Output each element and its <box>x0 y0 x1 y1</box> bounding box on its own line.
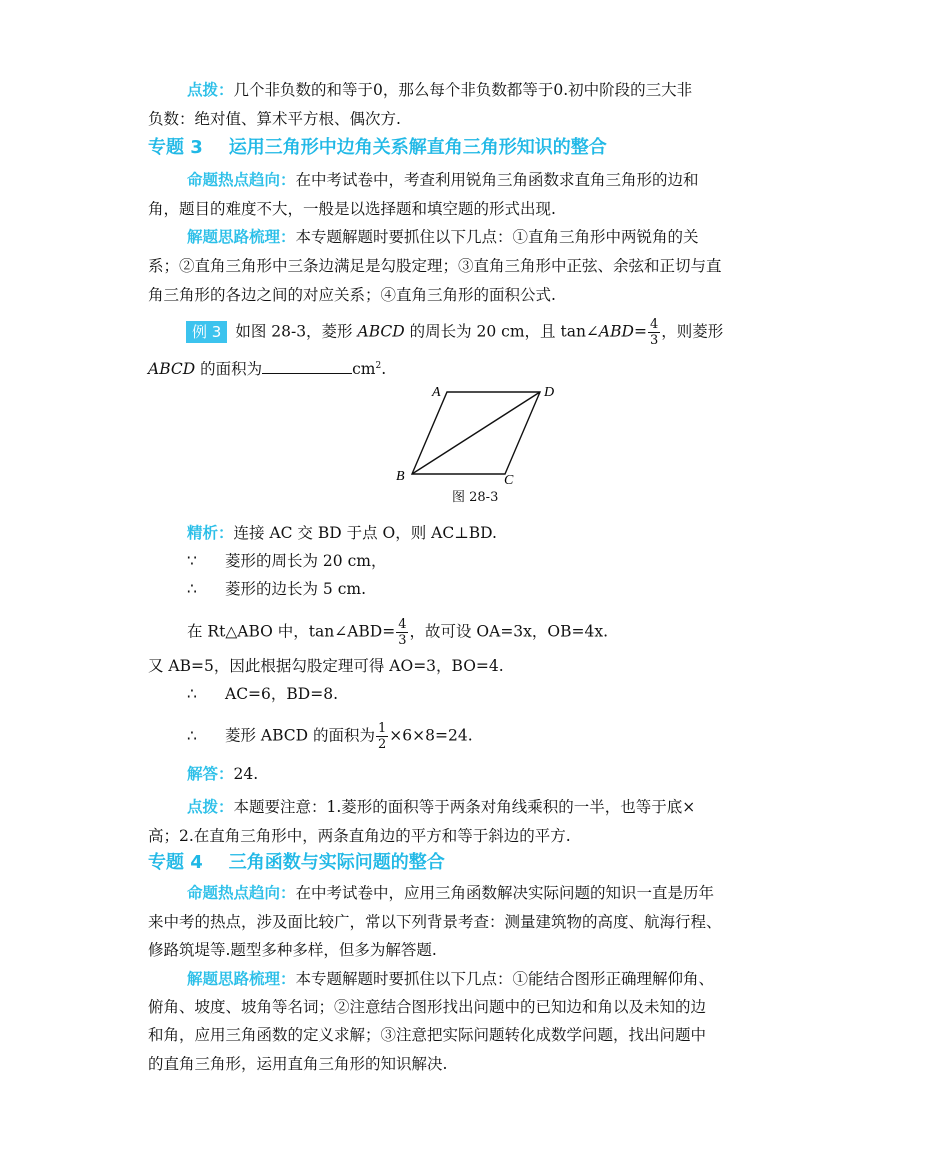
again-text: 又 AB=5，因此根据勾股定理可得 AO=3，BO=4. <box>148 657 504 675</box>
trend-line-2 <box>148 199 556 219</box>
tip2-line-2 <box>148 826 571 846</box>
vertex-d-label: D <box>544 385 555 400</box>
example-line-2 <box>148 356 386 379</box>
vertex-b-label: B <box>396 469 405 484</box>
idea2-line-2 <box>148 997 706 1017</box>
tip-label: 点拨： <box>187 81 234 99</box>
again-line <box>148 656 504 676</box>
example-var: ABCD <box>357 322 405 341</box>
idea2-line-3 <box>148 1025 706 1045</box>
analysis-label: 精析： <box>187 524 234 542</box>
example-text: 的周长为 20 cm，且 tan∠ <box>404 322 599 341</box>
therefore-text: 菱形的边长为 5 cm. <box>225 580 367 598</box>
tip2-line-1 <box>187 797 695 817</box>
example-text: ，则菱形 <box>661 322 724 341</box>
example-text: 如图 28-3，菱形 <box>235 322 358 341</box>
tip-label: 点拨： <box>187 798 234 816</box>
fraction-denominator: 3 <box>649 333 659 348</box>
idea-label: 解题思路梳理： <box>187 970 296 988</box>
analysis-text: 连接 AC 交 BD 于点 O，则 AC⊥BD. <box>233 524 497 542</box>
trend-line-1 <box>187 170 699 190</box>
fraction-denominator: 2 <box>378 737 387 752</box>
therefore-line-1 <box>187 579 366 599</box>
because-symbol: ∵ <box>187 552 197 570</box>
trend-label: 命题热点趋向： <box>187 171 296 189</box>
example-badge: 例 3 <box>186 321 227 343</box>
idea-line-1 <box>187 227 699 247</box>
rt-text: ，故可设 OA=3x，OB=4x. <box>409 622 609 641</box>
idea-line-3 <box>148 285 556 305</box>
trend2-line-1 <box>187 883 714 903</box>
trend-text-cont: 角，题目的难度不大，一般是以选择题和填空题的形式出现. <box>148 200 556 218</box>
idea-text-cont: 的直角三角形，运用直角三角形的知识解决. <box>148 1055 448 1073</box>
therefore-line-2 <box>187 684 338 704</box>
example-text: . <box>381 360 387 379</box>
because-text: 菱形的周长为 20 cm， <box>225 552 387 570</box>
example-text: 的面积为 <box>195 360 263 379</box>
section-title: 三角函数与实际问题的整合 <box>228 852 445 873</box>
tip-line-1 <box>187 80 692 100</box>
tip-text-cont: 负数：绝对值、算术平方根、偶次方. <box>148 110 401 128</box>
area-line <box>187 721 473 752</box>
example-text: = <box>633 322 647 341</box>
trend2-line-2 <box>148 912 722 932</box>
tip-text: 几个非负数的和等于0，那么每个非负数都等于0.初中阶段的三大非 <box>233 81 693 99</box>
tip-line-2 <box>148 109 401 129</box>
answer-blank[interactable] <box>262 359 352 374</box>
tip-text: 本题要注意：1.菱形的面积等于两条对角线乘积的一半，也等于底× <box>233 798 696 816</box>
vertex-a-label: A <box>432 385 441 400</box>
example-var: ABD <box>598 322 634 341</box>
idea-line-2 <box>148 256 722 276</box>
idea-text-cont: 系；②直角三角形中三条边满足是勾股定理；③直角三角形中正弦、余弦和正切与直 <box>148 257 722 275</box>
analysis-line <box>187 523 497 543</box>
therefore-symbol: ∴ <box>187 726 197 745</box>
idea2-line-4 <box>148 1054 447 1074</box>
rt-line <box>187 617 608 648</box>
example-var: ABCD <box>148 360 196 379</box>
idea-text-cont: 俯角、坡度、坡角等名词；②注意结合图形找出问题中的已知边和角以及未知的边 <box>148 998 707 1016</box>
trend-text: 在中考试卷中，应用三角函数解决实际问题的知识一直是历年 <box>295 884 715 902</box>
because-line <box>187 551 386 571</box>
section-number: 专题 3 <box>148 137 203 158</box>
trend-text-cont: 修路筑堤等.题型多种多样，但多为解答题. <box>148 941 437 959</box>
therefore-text: AC=6，BD=8. <box>225 685 338 703</box>
section-heading-4 <box>148 852 445 874</box>
answer-text: 24. <box>233 765 259 783</box>
area-text: ×6×8=24. <box>389 726 473 745</box>
idea-label: 解题思路梳理： <box>187 228 296 246</box>
fraction-numerator: 1 <box>378 721 387 736</box>
trend2-line-3 <box>148 940 437 960</box>
trend-text-cont: 来中考的热点，涉及面比较广，常以下列背景考查：测量建筑物的高度、航海行程、 <box>148 913 722 931</box>
trend-label: 命题热点趋向： <box>187 884 296 902</box>
therefore-symbol: ∴ <box>187 685 197 703</box>
answer-line <box>187 764 258 784</box>
fraction <box>376 721 388 752</box>
fraction <box>648 317 660 348</box>
rhombus-figure <box>380 378 580 493</box>
fraction-numerator: 4 <box>398 617 407 632</box>
section-number: 专题 4 <box>148 852 203 873</box>
idea-text: 本专题解题时要抓住以下几点：①能结合图形正确理解仰角、 <box>295 970 715 988</box>
therefore-symbol: ∴ <box>187 580 197 598</box>
diagonal-bd <box>412 392 540 474</box>
unit-text: cm <box>352 360 376 379</box>
fraction-denominator: 3 <box>398 633 407 648</box>
unit-sup: 2 <box>375 361 382 371</box>
rt-text: 在 Rt△ABO 中，tan∠ABD= <box>187 622 396 641</box>
idea-text-cont: 角三角形的各边之间的对应关系；④直角三角形的面积公式. <box>148 286 556 304</box>
fraction <box>396 617 408 648</box>
idea-text-cont: 和角，应用三角函数的定义求解；③注意把实际问题转化成数学问题，找出问题中 <box>148 1026 707 1044</box>
trend-text: 在中考试卷中，考查利用锐角三角函数求直角三角形的边和 <box>295 171 699 189</box>
tip-text-cont: 高；2.在直角三角形中，两条直角边的平方和等于斜边的平方. <box>148 827 571 845</box>
section-title: 运用三角形中边角关系解直角三角形知识的整合 <box>228 137 607 158</box>
section-heading-3 <box>148 137 607 159</box>
area-text: 菱形 ABCD 的面积为 <box>225 726 376 745</box>
vertex-c-label: C <box>504 473 514 488</box>
figure-caption: 图 28-3 <box>452 490 499 505</box>
example-line-1 <box>186 317 723 348</box>
answer-label: 解答： <box>187 765 234 783</box>
idea-text: 本专题解题时要抓住以下几点：①直角三角形中两锐角的关 <box>295 228 699 246</box>
fraction-numerator: 4 <box>649 317 659 332</box>
idea2-line-1 <box>187 969 714 989</box>
